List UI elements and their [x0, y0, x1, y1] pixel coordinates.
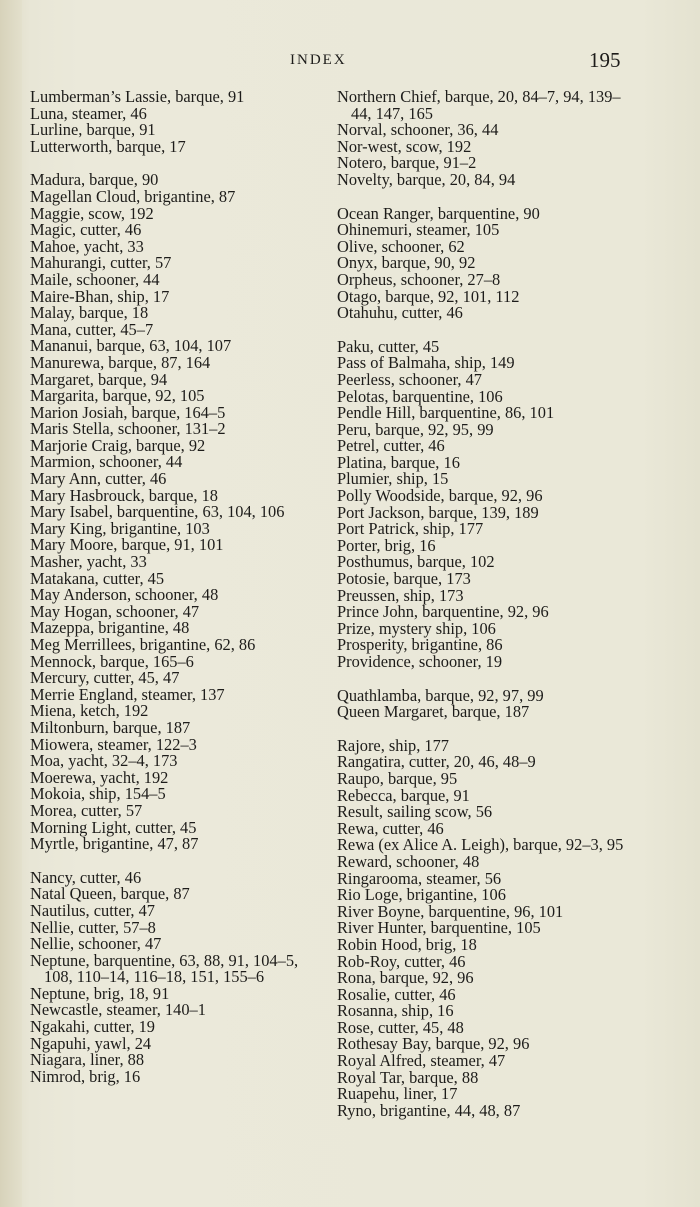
index-entry: Maire-Bhan, ship, 17 [30, 286, 170, 306]
index-entry: Porter, brig, 16 [337, 535, 436, 555]
index-entry: Margarita, barque, 92, 105 [30, 386, 205, 406]
page-gutter-shadow [0, 0, 22, 1207]
index-entry: Otahuhu, cutter, 46 [337, 303, 463, 323]
index-entry: Preussen, ship, 173 [337, 585, 464, 605]
index-entry: Morning Light, cutter, 45 [30, 817, 197, 837]
index-entry: May Anderson, schooner, 48 [30, 585, 219, 605]
index-entry: Matakana, cutter, 45 [30, 568, 165, 588]
index-entry: Orpheus, schooner, 27–8 [337, 269, 501, 289]
index-entry: Margaret, barque, 94 [30, 369, 168, 389]
index-entry: Morea, cutter, 57 [30, 800, 143, 820]
index-entry: Onyx, barque, 90, 92 [337, 253, 476, 273]
index-entry: Miowera, steamer, 122–3 [30, 734, 197, 754]
index-entry: Northern Chief, barque, 20, 84–7, 94, 139–44, 147, 165 [337, 87, 621, 123]
index-entry: Mokoia, ship, 154–5 [30, 784, 166, 804]
index-entry: Prince John, barquentine, 92, 96 [337, 602, 549, 622]
index-entry: Ohinemuri, steamer, 105 [337, 220, 500, 240]
index-entry: Quathlamba, barque, 92, 97, 99 [337, 685, 544, 705]
index-entry: Peerless, schooner, 47 [337, 369, 483, 389]
index-entry: Mahoe, yacht, 33 [30, 236, 144, 256]
index-entry: Prosperity, brigantine, 86 [337, 635, 503, 655]
index-entry: Queen Margaret, barque, 187 [337, 702, 530, 722]
index-entry: Miltonburn, barque, 187 [30, 717, 191, 737]
index-entry: Pass of Balmaha, ship, 149 [337, 353, 515, 373]
index-entry: Rewa, cutter, 46 [337, 818, 444, 838]
index-entry: Nimrod, brig, 16 [30, 1066, 141, 1086]
index-entry: Rona, barque, 92, 96 [337, 968, 474, 988]
index-entry: Mananui, barque, 63, 104, 107 [30, 336, 232, 356]
index-entry: Royal Tar, barque, 88 [337, 1067, 479, 1087]
index-entry: Nor-west, scow, 192 [337, 136, 472, 156]
index-entry: Norval, schooner, 36, 44 [337, 120, 499, 140]
index-entry: Posthumus, barque, 102 [337, 552, 495, 572]
index-entry: Merrie England, steamer, 137 [30, 684, 225, 704]
index-entry: Rose, cutter, 45, 48 [337, 1017, 464, 1037]
index-column-left [30, 89, 326, 1085]
index-entry: Natal Queen, barque, 87 [30, 884, 190, 904]
index-entry: Rewa (ex Alice A. Leigh), barque, 92–3, 95 [337, 835, 624, 855]
index-entry: Port Patrick, ship, 177 [337, 519, 484, 539]
index-entry: Peru, barque, 92, 95, 99 [337, 419, 494, 439]
index-entry: Mary Hasbrouck, barque, 18 [30, 485, 218, 505]
index-entry: Rebecca, barque, 91 [337, 785, 470, 805]
index-entry: Notero, barque, 91–2 [337, 153, 477, 173]
letter-group-gap [337, 189, 633, 206]
index-entry: Rio Loge, brigantine, 106 [337, 885, 506, 905]
index-entry: Mary Ann, cutter, 46 [30, 469, 167, 489]
index-entry: Meg Merrillees, brigantine, 62, 86 [30, 635, 256, 654]
running-title: INDEX [290, 52, 347, 68]
index-entry: Nellie, schooner, 47 [30, 934, 162, 954]
index-entry: Nellie, cutter, 57–8 [30, 917, 156, 937]
index-entry: Miena, ketch, 192 [30, 701, 149, 721]
index-entry: Rajore, ship, 177 [337, 735, 449, 755]
index-entry: Royal Alfred, steamer, 47 [337, 1051, 506, 1071]
index-entry: Myrtle, brigantine, 47, 87 [30, 834, 199, 854]
index-entry: Marmion, schooner, 44 [30, 452, 183, 472]
index-entry: Masher, yacht, 33 [30, 552, 147, 572]
index-entry: Ngakahi, cutter, 19 [30, 1017, 155, 1037]
index-entry: Neptune, brig, 18, 91 [30, 983, 170, 1003]
index-entry: Mahurangi, cutter, 57 [30, 253, 172, 273]
index-entry: Lutterworth, barque, 17 [30, 136, 186, 156]
index-entry: Luna, steamer, 46 [30, 103, 147, 123]
index-entry: Mary Moore, barque, 91, 101 [30, 535, 224, 555]
index-entry: Maile, schooner, 44 [30, 269, 160, 289]
index-entry: Robin Hood, brig, 18 [337, 934, 477, 954]
index-entry: Reward, schooner, 48 [337, 851, 480, 871]
index-entry: Platina, barque, 16 [337, 452, 460, 472]
index-entry: Nautilus, cutter, 47 [30, 900, 155, 920]
index-entry: Rosalie, cutter, 46 [337, 984, 456, 1004]
index-entry: Newcastle, steamer, 140–1 [30, 1000, 206, 1020]
index-entry: River Boyne, barquentine, 96, 101 [337, 901, 564, 921]
index-entry: Magellan Cloud, brigantine, 87 [30, 186, 236, 206]
index-entry: Polly Woodside, barque, 92, 96 [337, 486, 543, 506]
index-entry: Mercury, cutter, 45, 47 [30, 668, 180, 688]
index-entry: Otago, barque, 92, 101, 112 [337, 286, 520, 306]
index-entry: Maggie, scow, 192 [30, 203, 154, 223]
index-entry: Plumier, ship, 15 [337, 469, 449, 489]
running-header [0, 48, 700, 76]
index-entry: Maris Stella, schooner, 131–2 [30, 419, 226, 439]
index-entry: Petrel, cutter, 46 [337, 436, 445, 456]
index-entry: Malay, barque, 18 [30, 303, 149, 323]
index-entry: Olive, schooner, 62 [337, 236, 465, 256]
index-entry: Ngapuhi, yawl, 24 [30, 1033, 152, 1053]
index-entry: Moa, yacht, 32–4, 173 [30, 751, 178, 771]
index-entry: Prize, mystery ship, 106 [337, 618, 496, 638]
index-entry: Moerewa, yacht, 192 [30, 767, 169, 787]
index-entry: Ryno, brigantine, 44, 48, 87 [337, 1100, 521, 1120]
index-entry: Ringarooma, steamer, 56 [337, 868, 502, 888]
index-entry: Marion Josiah, barque, 164–5 [30, 402, 226, 422]
index-entry: Lumberman’s Lassie, barque, 91 [30, 87, 245, 106]
index-entry: Pelotas, barquentine, 106 [337, 386, 503, 406]
index-entry: May Hogan, schooner, 47 [30, 601, 200, 621]
index-entry: Niagara, liner, 88 [30, 1050, 145, 1070]
index-column-right [337, 89, 633, 1119]
index-entry: Providence, schooner, 19 [337, 652, 503, 671]
index-entry: Ruapehu, liner, 17 [337, 1084, 458, 1104]
index-entry: Novelty, barque, 20, 84, 94 [337, 169, 516, 189]
index-entry: Lurline, barque, 91 [30, 120, 156, 140]
index-entry: Neptune, barquentine, 63, 88, 91, 104–5, 108, 110–14, 116–18, 151, 155–6 [30, 950, 299, 987]
index-entry: Nancy, cutter, 46 [30, 867, 142, 887]
index-entry: Potosie, barque, 173 [337, 569, 471, 589]
index-entry: Marjorie Craig, barque, 92 [30, 435, 206, 455]
index-entry: Mennock, barque, 165–6 [30, 651, 194, 671]
index-entry: Ocean Ranger, barquentine, 90 [337, 203, 540, 223]
index-entry: Port Jackson, barque, 139, 189 [337, 502, 539, 522]
index-entry: Mary Isabel, barquentine, 63, 104, 106 [30, 502, 285, 522]
index-entry: Paku, cutter, 45 [337, 336, 440, 356]
index-entry: Raupo, barque, 95 [337, 768, 458, 788]
index-entry: Mazeppa, brigantine, 48 [30, 618, 190, 638]
index-entry: River Hunter, barquentine, 105 [337, 918, 541, 938]
index-entry: Result, sailing scow, 56 [337, 802, 493, 822]
index-entry: Rob-Roy, cutter, 46 [337, 951, 466, 971]
index-entry: Rothesay Bay, barque, 92, 96 [337, 1034, 530, 1054]
index-entry: Magic, cutter, 46 [30, 220, 142, 240]
page-number: 195 [589, 48, 621, 72]
index-entry: Mana, cutter, 45–7 [30, 319, 154, 339]
index-entry: Pendle Hill, barquentine, 86, 101 [337, 403, 555, 423]
index-entry: Rosanna, ship, 16 [337, 1001, 454, 1021]
index-entry: Manurewa, barque, 87, 164 [30, 352, 211, 372]
index-entry: Madura, barque, 90 [30, 170, 159, 190]
index-entry: Rangatira, cutter, 20, 46, 48–9 [337, 752, 536, 772]
index-entry: Mary King, brigantine, 103 [30, 518, 210, 538]
